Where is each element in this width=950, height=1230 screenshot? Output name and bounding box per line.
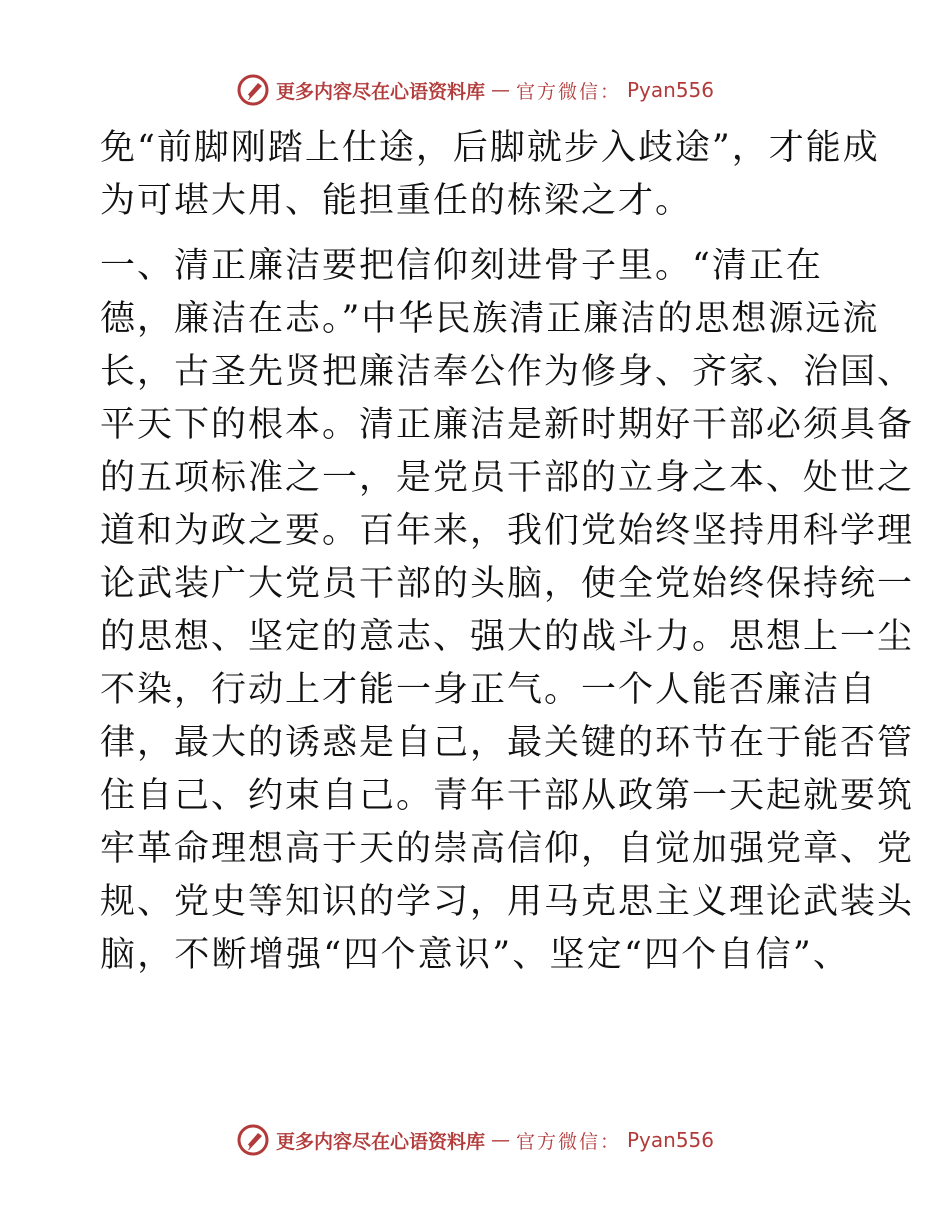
watermark-separator: — <box>490 1129 510 1151</box>
text-line: 论武装广大党员干部的头脑，使全党始终保持统一 <box>100 564 915 604</box>
text-line: 脑，不断增强“四个意识”、坚定“四个自信”、 <box>100 935 850 975</box>
header-watermark <box>0 70 950 110</box>
watermark-account: Pyan556 <box>627 78 715 102</box>
text-line: 规、党史等知识的学习，用马克思主义理论武装头 <box>100 882 915 922</box>
text-line: 平天下的根本。清正廉洁是新时期好干部必须具备 <box>100 405 915 445</box>
watermark-account: Pyan556 <box>627 1128 715 1152</box>
pen-logo-icon <box>236 73 270 107</box>
text-line: 德，廉洁在志。”中华民族清正廉洁的思想源远流 <box>100 299 880 339</box>
footer-watermark <box>0 1120 950 1160</box>
watermark-brand-text: 更多内容尽在心语资料库 <box>275 80 485 103</box>
text-line: 长，古圣先贤把廉洁奉公作为修身、齐家、治国、 <box>100 352 915 392</box>
watermark-separator: — <box>490 79 510 101</box>
paragraph-2 <box>100 240 915 982</box>
document-body <box>100 122 915 982</box>
text-line: 道和为政之要。百年来，我们党始终坚持用科学理 <box>100 511 915 551</box>
text-line: 为可堪大用、能担重任的栋梁之才。 <box>100 181 693 221</box>
text-line: 的思想、坚定的意志、强大的战斗力。思想上一尘 <box>100 617 915 657</box>
watermark-official-label: 官方微信： <box>515 1130 621 1153</box>
watermark-official-label: 官方微信： <box>515 80 621 103</box>
text-line: 的五项标准之一，是党员干部的立身之本、处世之 <box>100 458 915 498</box>
text-line: 不染，行动上才能一身正气。一个人能否廉洁自 <box>100 670 878 710</box>
text-line: 牢革命理想高于天的崇高信仰，自觉加强党章、党 <box>100 829 915 869</box>
text-line: 免“前脚刚踏上仕途，后脚就步入歧途”，才能成 <box>100 128 880 168</box>
paragraph-1 <box>100 122 880 228</box>
pen-logo-icon <box>236 1123 270 1157</box>
watermark-brand-text: 更多内容尽在心语资料库 <box>275 1130 485 1153</box>
text-line: 一、清正廉洁要把信仰刻进骨子里。“清正在 <box>100 246 823 286</box>
text-line: 住自己、约束自己。青年干部从政第一天起就要筑 <box>100 776 915 816</box>
text-line: 律，最大的诱惑是自己，最关键的环节在于能否管 <box>100 723 915 763</box>
